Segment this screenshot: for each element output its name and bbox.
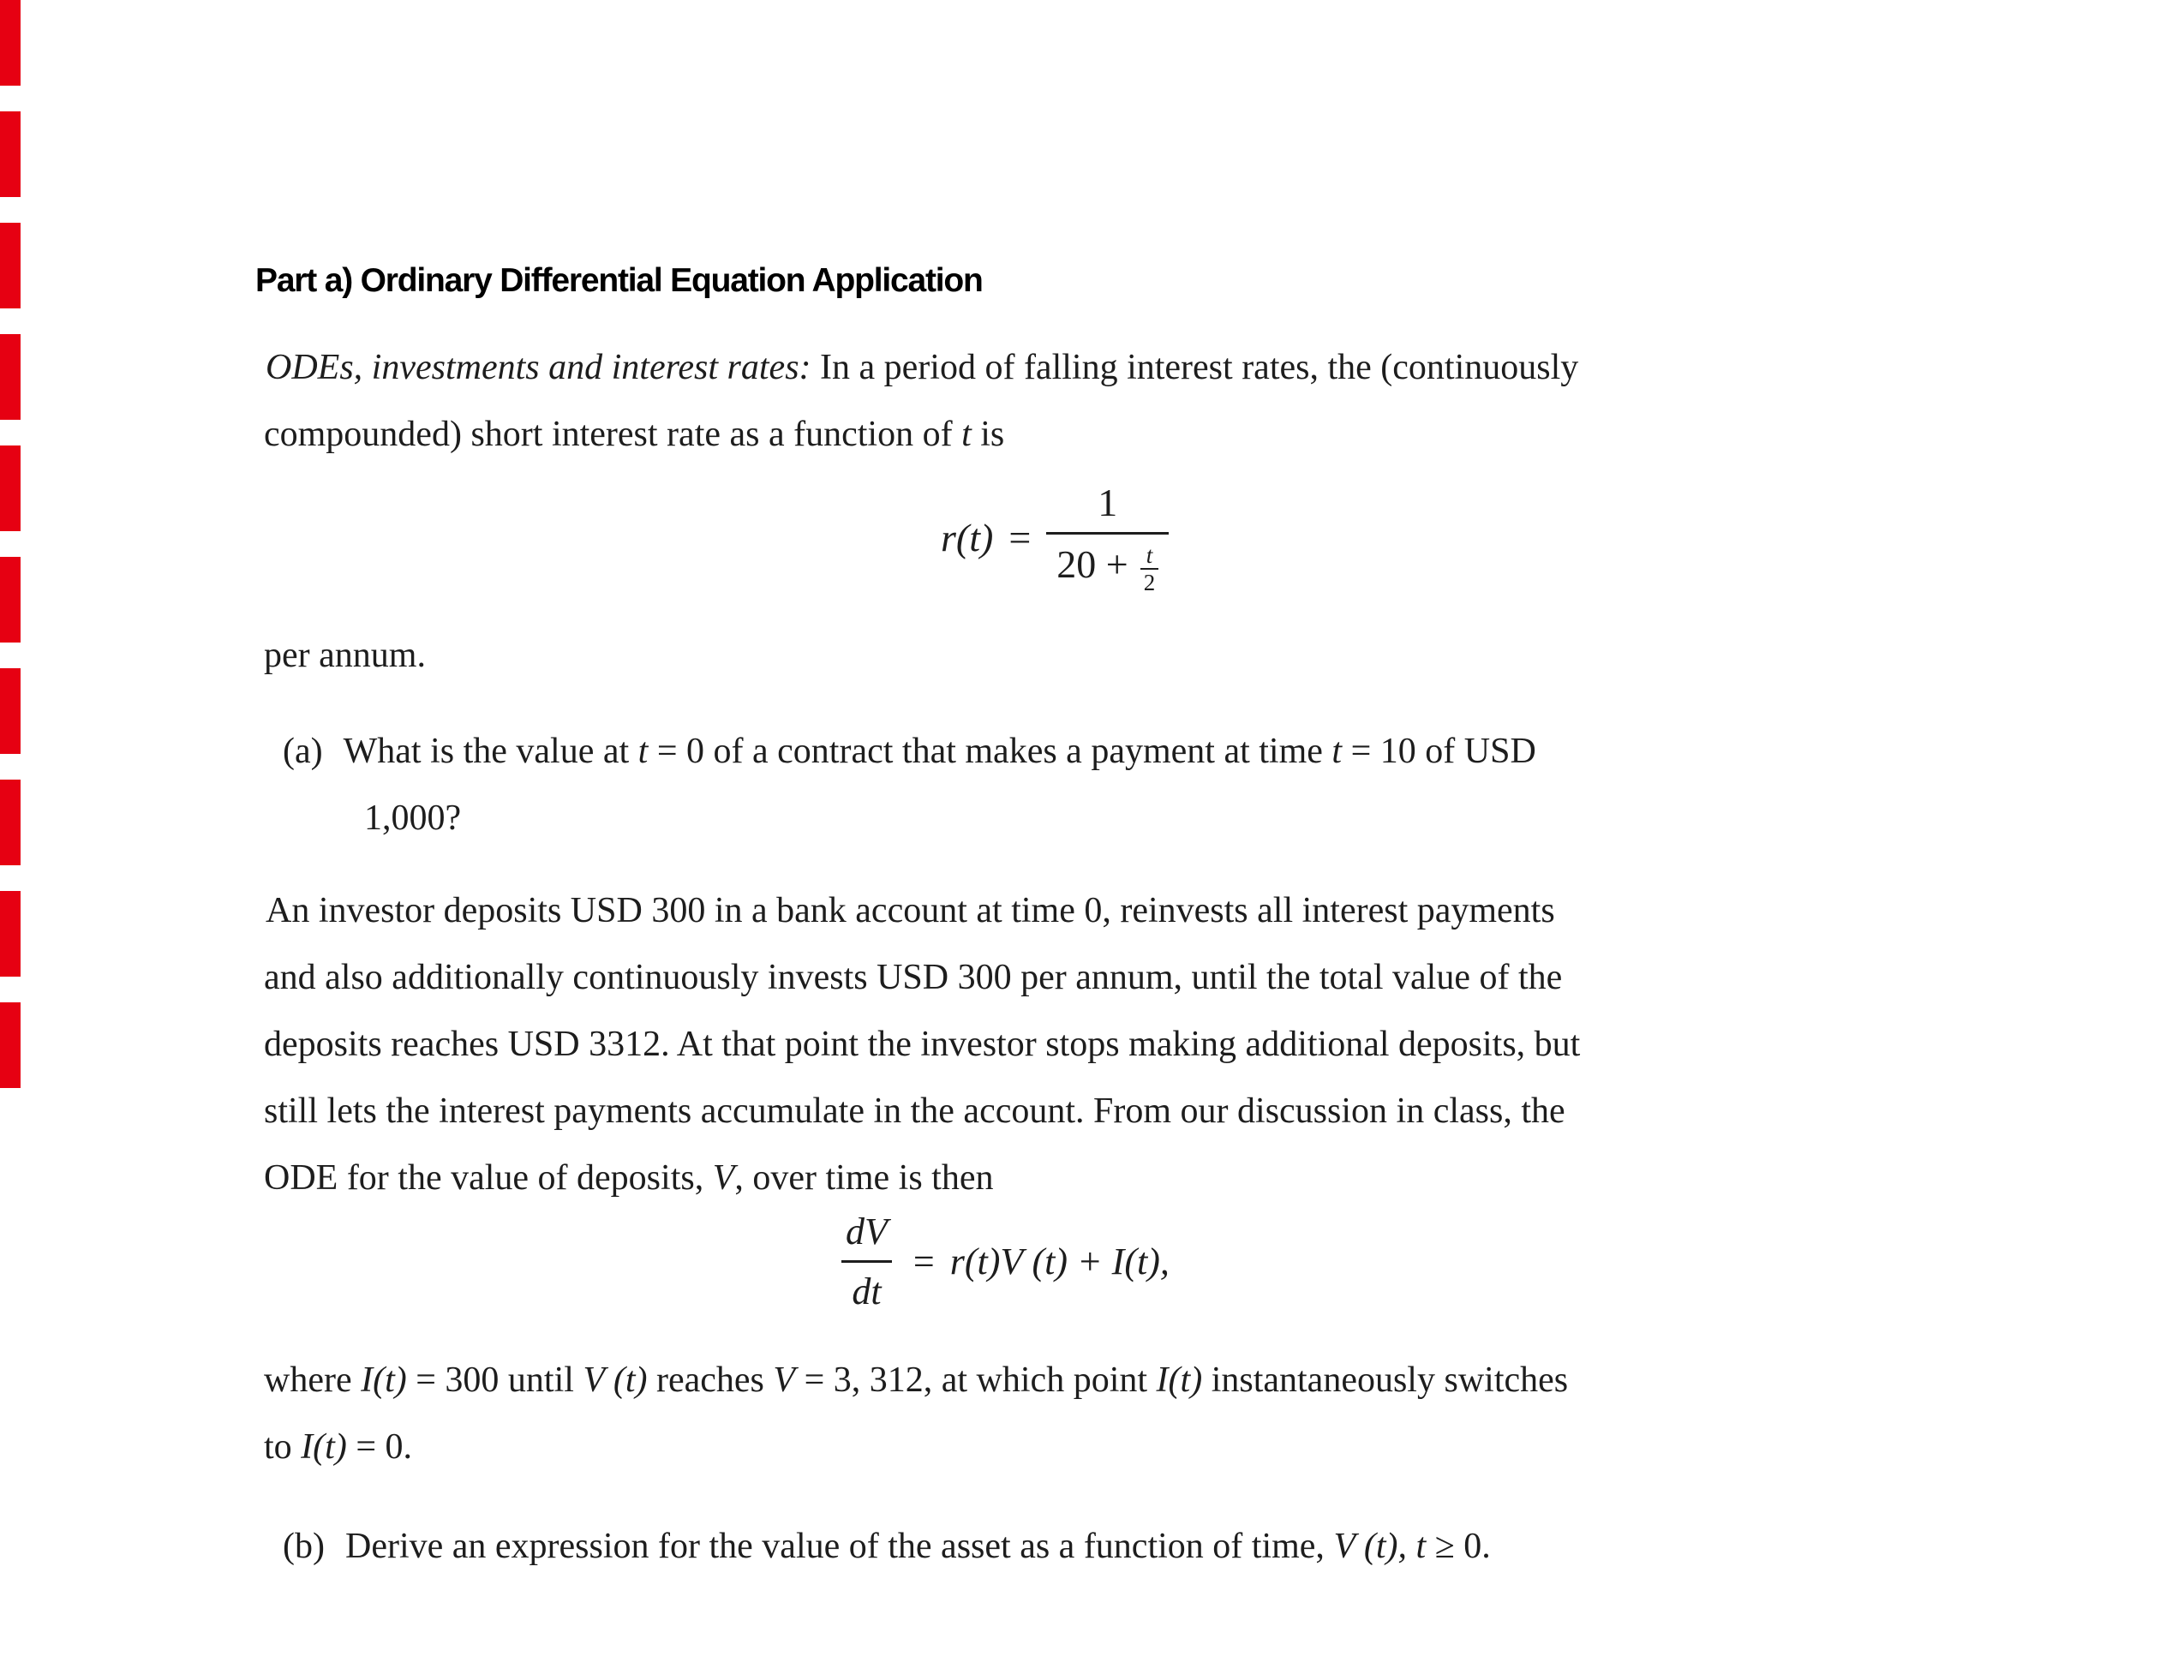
- intro-lead-italic: ODEs, investments and interest rates:: [266, 348, 811, 387]
- intro-line-1: ODEs, investments and interest rates: In a period of falling interest rates, the (continuously: [266, 348, 1579, 387]
- formula-interest-rate: [941, 480, 1169, 595]
- math-var-V: V (t),: [1333, 1527, 1407, 1566]
- derivative-fraction: [835, 1210, 898, 1313]
- equals-sign: =: [1008, 515, 1032, 559]
- fraction: [1046, 480, 1169, 595]
- item-b-line: (b) Derive an expression for the value of the asset as a function of time, V (t), t ≥ 0.: [283, 1527, 1491, 1566]
- math-var-t: t: [637, 732, 649, 771]
- formula-ode: [835, 1210, 1170, 1313]
- paragraph-line-5: ODE for the value of deposits, V, over time is then: [264, 1158, 994, 1198]
- derivative-numerator: dV: [846, 1211, 888, 1253]
- item-a-line-1: (a) What is the value at t = 0 of a contract that makes a payment at time t = 10 of USD: [283, 732, 1536, 771]
- math-var-I: I(t): [1156, 1360, 1203, 1400]
- item-a-line-2: 1,000?: [364, 798, 462, 838]
- fraction-denominator: 20 + $\frac{t}{2}$: [1046, 532, 1169, 595]
- math-var-t: t: [961, 415, 972, 454]
- math-var-I: I(t): [361, 1360, 407, 1400]
- math-var-V: V: [712, 1158, 735, 1198]
- page-title: Part a) Ordinary Differential Equation Application: [255, 262, 983, 299]
- paragraph-line-1: An investor deposits USD 300 in a bank account at time 0, reinvests all interest payments: [266, 891, 1555, 930]
- intro-line-2: compounded) short interest rate as a function of t is: [264, 415, 1005, 454]
- item-a-label: (a): [283, 732, 323, 771]
- derivative-denominator: dt: [841, 1260, 891, 1313]
- math-var-V: V (t): [583, 1360, 648, 1400]
- item-b-label: (b): [283, 1527, 325, 1566]
- where-line-2: to I(t) = 0.: [264, 1427, 412, 1467]
- math-var-t: t: [1331, 732, 1343, 771]
- ode-rhs: r(t)V (t) + I(t),: [949, 1241, 1170, 1282]
- formula-lhs: r(t): [941, 515, 994, 559]
- paragraph-line-2: and also additionally continuously invests USD 300 per annum, until the total value of the: [264, 958, 1563, 997]
- where-line-1: where I(t) = 300 until V (t) reaches V = 3, 312, at which point I(t) instantaneously switches: [264, 1360, 1569, 1400]
- per-annum-line: per annum.: [264, 636, 426, 675]
- math-var-I: I(t): [301, 1427, 347, 1467]
- paragraph-line-3: deposits reaches USD 3312. At that point the investor stops making additional deposits, but: [264, 1025, 1581, 1064]
- equals-sign: =: [912, 1241, 935, 1282]
- paragraph-line-4: still lets the interest payments accumulate in the account. From our discussion in class, the: [264, 1091, 1565, 1131]
- red-edge-bar: [0, 0, 21, 1090]
- math-var-V: V: [773, 1360, 796, 1400]
- fraction-numerator: 1: [1098, 481, 1118, 524]
- math-var-t: t: [1415, 1527, 1427, 1566]
- nested-fraction: $\frac{t}{2}$: [1140, 543, 1159, 595]
